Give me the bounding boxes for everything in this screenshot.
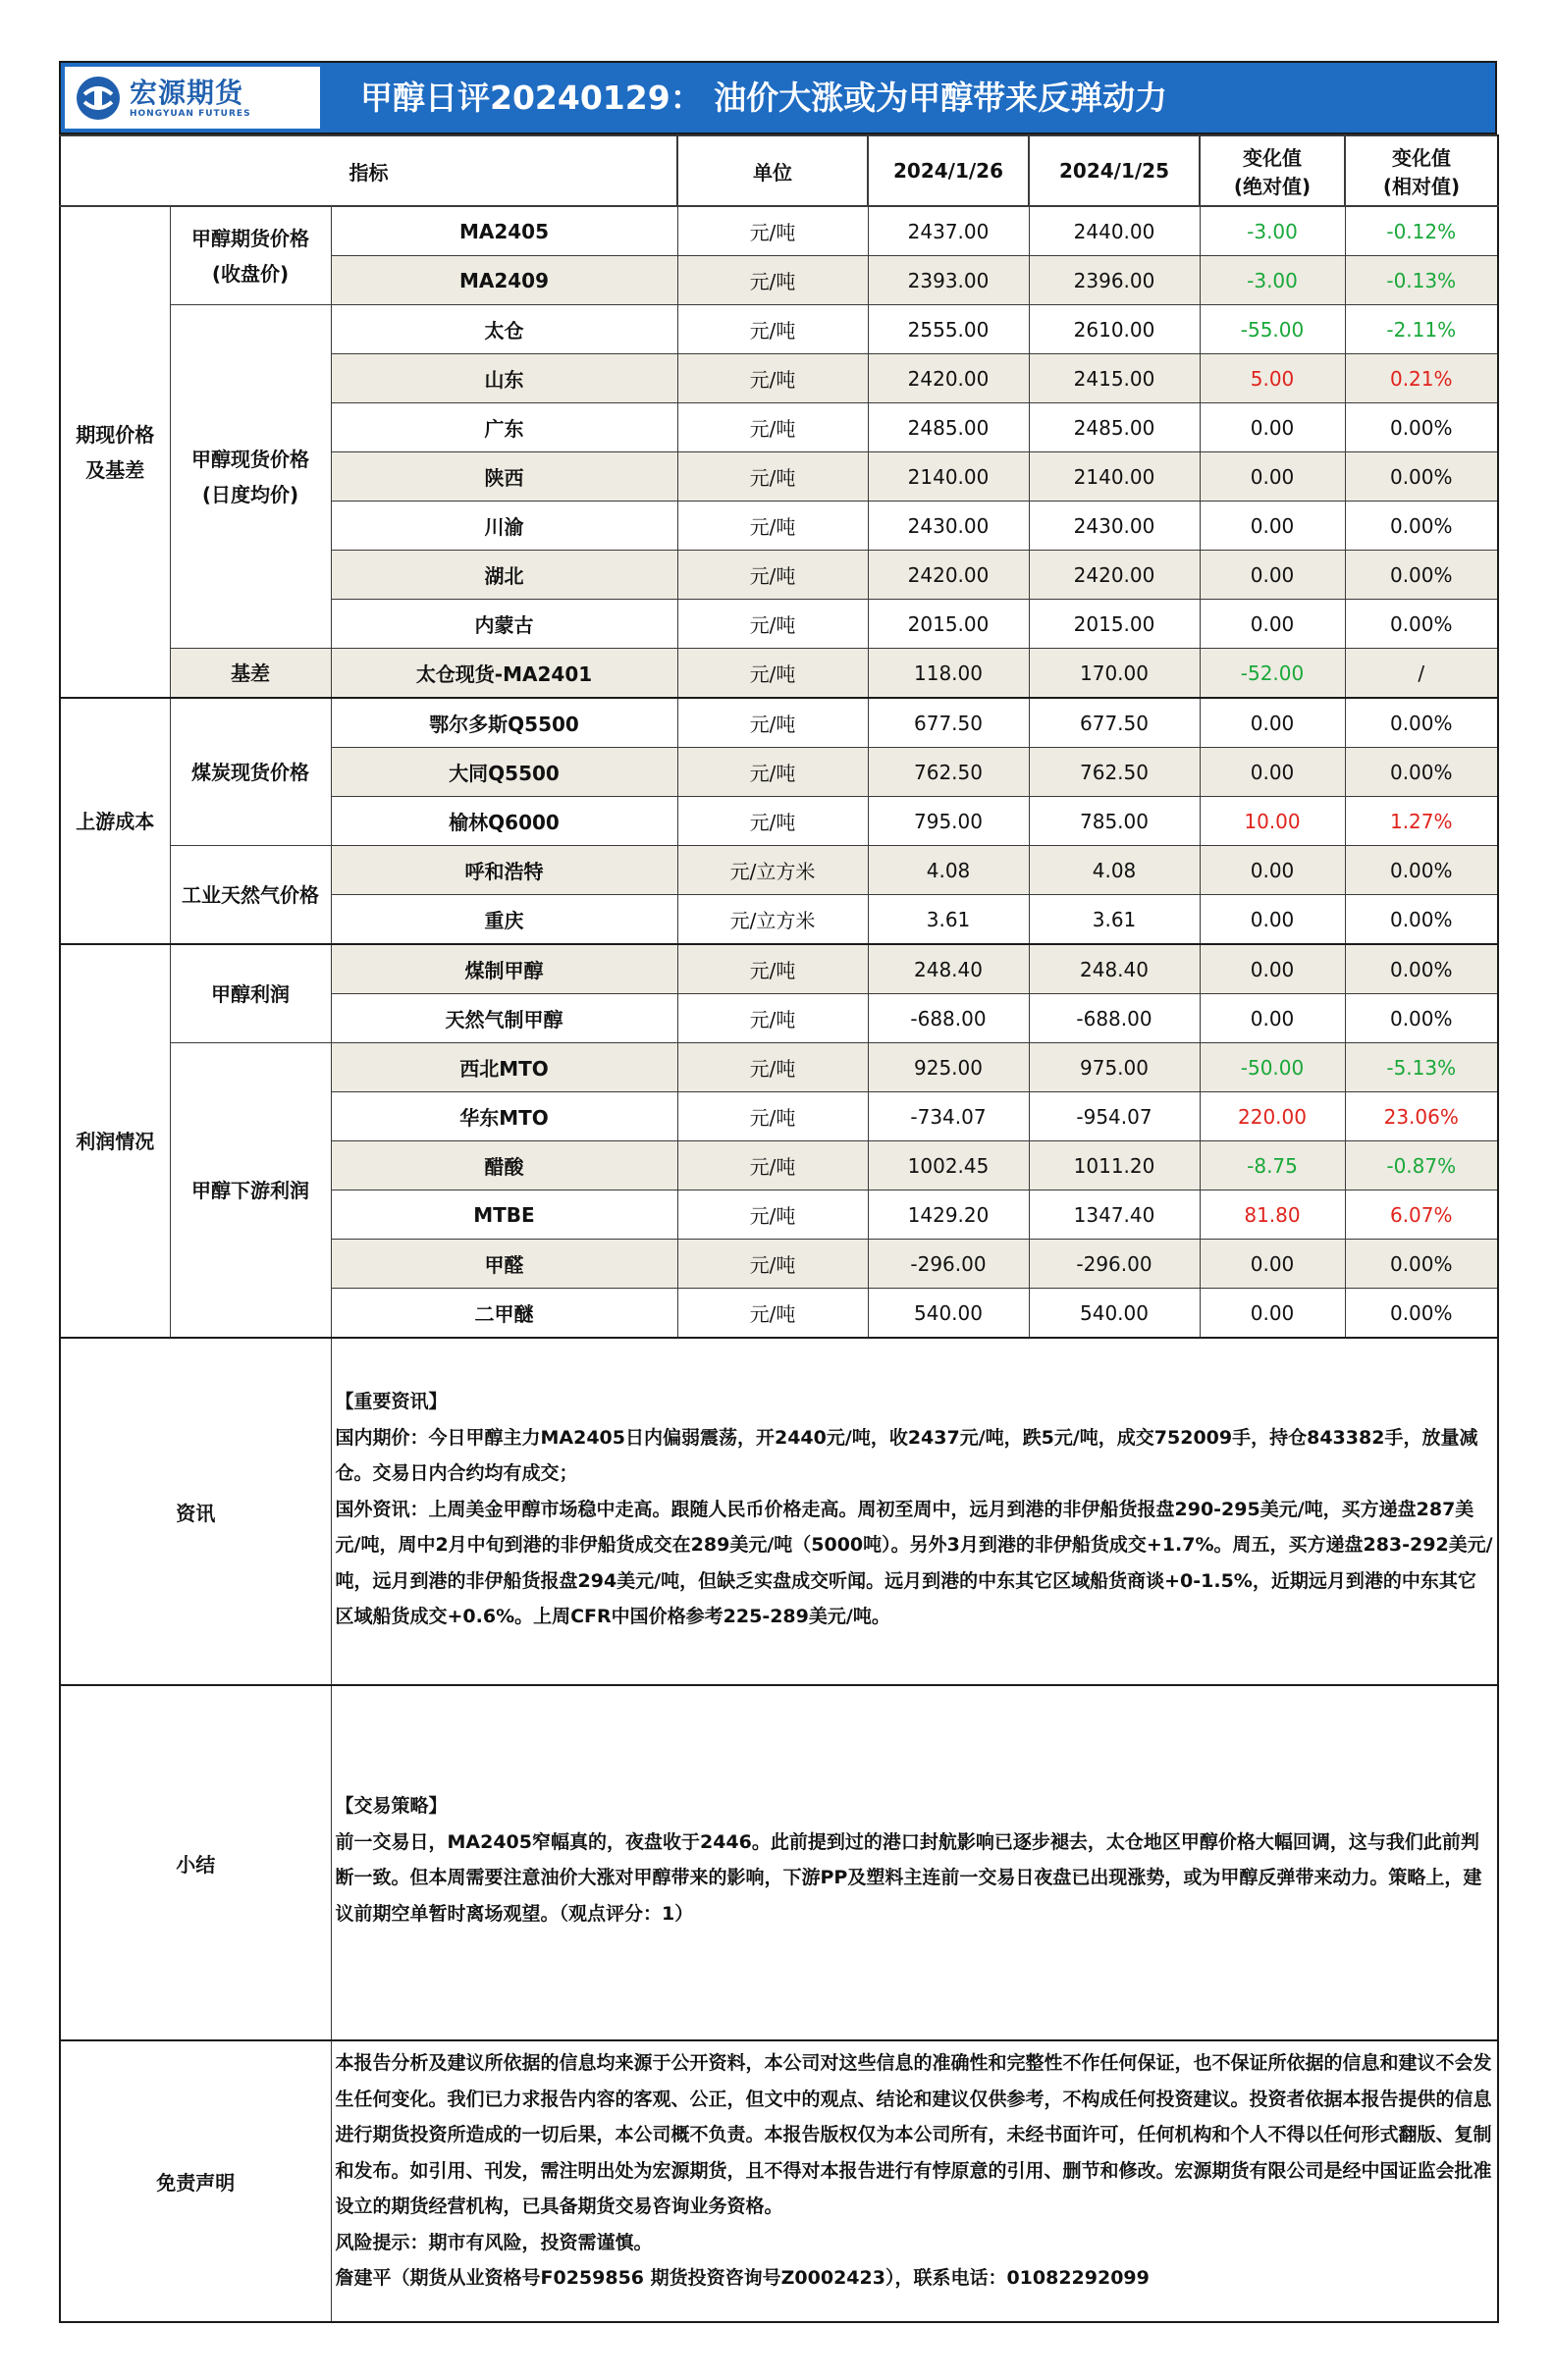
row-value-2: -954.07 xyxy=(1029,1092,1200,1141)
news-content xyxy=(331,1338,1498,1685)
col-indicator: 指标 xyxy=(60,135,677,206)
row-value-1: 2437.00 xyxy=(868,206,1029,256)
row-abs-change: 0.00 xyxy=(1200,600,1345,649)
row-value-1: 795.00 xyxy=(868,797,1029,846)
col-unit: 单位 xyxy=(677,135,868,206)
row-rel-change: 0.00% xyxy=(1345,600,1498,649)
subgroup-futures-price: 甲醇期货价格 (收盘价) xyxy=(170,206,331,305)
row-unit: 元/吨 xyxy=(677,1240,868,1289)
row-name: 广东 xyxy=(331,403,677,452)
row-value-2: 1347.40 xyxy=(1029,1190,1200,1240)
row-value-1: 762.50 xyxy=(868,748,1029,797)
row-value-2: 2420.00 xyxy=(1029,551,1200,600)
row-unit: 元/吨 xyxy=(677,1141,868,1190)
row-value-1: 2015.00 xyxy=(868,600,1029,649)
row-abs-change: 0.00 xyxy=(1200,944,1345,994)
row-value-1: 925.00 xyxy=(868,1043,1029,1092)
row-abs-change: 0.00 xyxy=(1200,748,1345,797)
row-rel-change: 0.21% xyxy=(1345,354,1498,403)
table-row xyxy=(60,649,1498,699)
summary-section xyxy=(60,1685,1498,2040)
col-abs-change: 变化值 (绝对值) xyxy=(1200,135,1345,206)
news-domestic: 国内期价：今日甲醇主力MA2405日内偏弱震荡，开2440元/吨，收2437元/吨，跌5元/吨，成交752009手，持仓843382手，放量减仓。交易日内合约均有成交； xyxy=(335,1426,1478,1484)
col-date1: 2024/1/26 xyxy=(868,135,1029,206)
row-unit: 元/立方米 xyxy=(677,895,868,945)
summary-heading: 【交易策略】 xyxy=(335,1795,448,1817)
row-abs-change: -8.75 xyxy=(1200,1141,1345,1190)
row-abs-change: 10.00 xyxy=(1200,797,1345,846)
row-abs-change: 0.00 xyxy=(1200,698,1345,748)
row-rel-change: -0.87% xyxy=(1345,1141,1498,1190)
row-value-2: 2140.00 xyxy=(1029,452,1200,502)
row-value-1: -296.00 xyxy=(868,1240,1029,1289)
row-unit: 元/立方米 xyxy=(677,846,868,895)
table-row xyxy=(60,698,1498,748)
table-row xyxy=(60,305,1498,354)
row-value-2: 2485.00 xyxy=(1029,403,1200,452)
row-unit: 元/吨 xyxy=(677,649,868,699)
col-date2: 2024/1/25 xyxy=(1029,135,1200,206)
row-value-2: 2430.00 xyxy=(1029,502,1200,551)
row-unit: 元/吨 xyxy=(677,305,868,354)
row-unit: 元/吨 xyxy=(677,698,868,748)
row-abs-change: -3.00 xyxy=(1200,256,1345,305)
row-unit: 元/吨 xyxy=(677,1190,868,1240)
row-unit: 元/吨 xyxy=(677,502,868,551)
row-unit: 元/吨 xyxy=(677,403,868,452)
logo-text-cn: 宏源期货 xyxy=(130,76,244,109)
news-label: 资讯 xyxy=(60,1338,331,1685)
row-unit: 元/吨 xyxy=(677,1092,868,1141)
row-value-1: 1429.20 xyxy=(868,1190,1029,1240)
row-abs-change: 0.00 xyxy=(1200,1240,1345,1289)
row-unit: 元/吨 xyxy=(677,551,868,600)
row-value-2: 2015.00 xyxy=(1029,600,1200,649)
company-logo xyxy=(65,67,320,129)
row-value-2: 785.00 xyxy=(1029,797,1200,846)
row-value-2: 248.40 xyxy=(1029,944,1200,994)
row-value-1: 1002.45 xyxy=(868,1141,1029,1190)
row-name: 醋酸 xyxy=(331,1141,677,1190)
row-name: MTBE xyxy=(331,1190,677,1240)
row-unit: 元/吨 xyxy=(677,797,868,846)
row-unit: 元/吨 xyxy=(677,452,868,502)
row-name: 呼和浩特 xyxy=(331,846,677,895)
row-name: 陕西 xyxy=(331,452,677,502)
row-abs-change: -52.00 xyxy=(1200,649,1345,699)
row-abs-change: 0.00 xyxy=(1200,452,1345,502)
row-name: 天然气制甲醇 xyxy=(331,994,677,1043)
report-frame xyxy=(59,61,1497,2323)
table-row xyxy=(60,846,1498,895)
row-rel-change: 0.00% xyxy=(1345,551,1498,600)
summary-text: 前一交易日，MA2405窄幅真的，夜盘收于2446。此前提到过的港口封航影响已逐步褪去，太仓地区甲醇价格大幅回调，这与我们此前判断一致。但本周需要注意油价大涨对甲醇带来的影响，下游PP及塑料主连前一交易日夜盘已出现涨势，或为甲醇反弹带来动力。策略上，建议前期空单暂时离场观望。（观点评分：1） xyxy=(335,1830,1482,1925)
row-name: 山东 xyxy=(331,354,677,403)
row-unit: 元/吨 xyxy=(677,1043,868,1092)
table-row xyxy=(60,944,1498,994)
row-value-1: 540.00 xyxy=(868,1289,1029,1339)
row-abs-change: 81.80 xyxy=(1200,1190,1345,1240)
row-value-1: 677.50 xyxy=(868,698,1029,748)
row-abs-change: -3.00 xyxy=(1200,206,1345,256)
disclaimer-text: 本报告分析及建议所依据的信息均来源于公开资料，本公司对这些信息的准确性和完整性不作任何保证，也不保证所依据的信息和建议不会发生任何变化。我们已力求报告内容的客观、公正，但文中的观点、结论和建议仅供参考，不构成任何投资建议。投资者依据本报告提供的信息进行期货投资所造成的一切后果，本公司概不负责。本报告版权仅为本公司所有，未经书面许可，任何机构和个人不得以任何形式翻版、复制和发布。如引用、刊发，需注明出处为宏源期货，且不得对本报告进行有悖原意的引用、删节和修改。宏源期货有限公司是经中国证监会批准设立的期货经营机构，已具备期货交易咨询业务资格。 xyxy=(335,2052,1492,2217)
row-rel-change: 1.27% xyxy=(1345,797,1498,846)
group-label-futures-spot: 期现价格 及基差 xyxy=(60,206,170,698)
row-value-2: 170.00 xyxy=(1029,649,1200,699)
row-abs-change: 0.00 xyxy=(1200,895,1345,945)
row-name: 西北MTO xyxy=(331,1043,677,1092)
row-abs-change: 0.00 xyxy=(1200,502,1345,551)
row-rel-change: / xyxy=(1345,649,1498,699)
row-value-2: 2440.00 xyxy=(1029,206,1200,256)
row-value-1: 2555.00 xyxy=(868,305,1029,354)
row-rel-change: -2.11% xyxy=(1345,305,1498,354)
subgroup-gas-price: 工业天然气价格 xyxy=(170,846,331,945)
row-rel-change: 0.00% xyxy=(1345,846,1498,895)
row-value-1: 2420.00 xyxy=(868,551,1029,600)
row-name: 榆林Q6000 xyxy=(331,797,677,846)
news-section xyxy=(60,1338,1498,1685)
row-value-1: 248.40 xyxy=(868,944,1029,994)
row-value-2: 2415.00 xyxy=(1029,354,1200,403)
row-value-1: 2430.00 xyxy=(868,502,1029,551)
row-value-1: -734.07 xyxy=(868,1092,1029,1141)
row-rel-change: 23.06% xyxy=(1345,1092,1498,1141)
row-rel-change: 0.00% xyxy=(1345,403,1498,452)
row-value-1: 2140.00 xyxy=(868,452,1029,502)
row-rel-change: 6.07% xyxy=(1345,1190,1498,1240)
row-value-2: 540.00 xyxy=(1029,1289,1200,1339)
row-rel-change: -5.13% xyxy=(1345,1043,1498,1092)
row-name: 湖北 xyxy=(331,551,677,600)
row-name: 甲醛 xyxy=(331,1240,677,1289)
row-value-2: -688.00 xyxy=(1029,994,1200,1043)
row-name: MA2405 xyxy=(331,206,677,256)
table-row xyxy=(60,206,1498,256)
row-value-2: 3.61 xyxy=(1029,895,1200,945)
row-value-2: 677.50 xyxy=(1029,698,1200,748)
row-value-1: -688.00 xyxy=(868,994,1029,1043)
row-name: 华东MTO xyxy=(331,1092,677,1141)
row-rel-change: 0.00% xyxy=(1345,452,1498,502)
disclaimer-label: 免责声明 xyxy=(60,2040,331,2322)
row-value-1: 2420.00 xyxy=(868,354,1029,403)
row-rel-change: 0.00% xyxy=(1345,994,1498,1043)
row-unit: 元/吨 xyxy=(677,600,868,649)
row-rel-change: 0.00% xyxy=(1345,944,1498,994)
row-value-2: 975.00 xyxy=(1029,1043,1200,1092)
row-unit: 元/吨 xyxy=(677,354,868,403)
row-value-2: 762.50 xyxy=(1029,748,1200,797)
row-rel-change: -0.12% xyxy=(1345,206,1498,256)
row-unit: 元/吨 xyxy=(677,944,868,994)
row-abs-change: -55.00 xyxy=(1200,305,1345,354)
row-rel-change: -0.13% xyxy=(1345,256,1498,305)
row-rel-change: 0.00% xyxy=(1345,698,1498,748)
hongyuan-logo-icon xyxy=(75,75,122,122)
disclaimer-content xyxy=(331,2040,1498,2322)
news-heading: 【重要资讯】 xyxy=(335,1391,448,1412)
row-value-2: 4.08 xyxy=(1029,846,1200,895)
row-unit: 元/吨 xyxy=(677,748,868,797)
row-abs-change: 0.00 xyxy=(1200,846,1345,895)
col-rel-change: 变化值 (相对值) xyxy=(1345,135,1498,206)
row-name: 太仓现货-MA2401 xyxy=(331,649,677,699)
row-name: 太仓 xyxy=(331,305,677,354)
row-unit: 元/吨 xyxy=(677,206,868,256)
row-value-2: 2396.00 xyxy=(1029,256,1200,305)
row-rel-change: 0.00% xyxy=(1345,895,1498,945)
table-row xyxy=(60,1043,1498,1092)
row-rel-change: 0.00% xyxy=(1345,502,1498,551)
disclaimer-section xyxy=(60,2040,1498,2322)
summary-content xyxy=(331,1685,1498,2040)
row-name: 鄂尔多斯Q5500 xyxy=(331,698,677,748)
indicator-table xyxy=(59,134,1499,2323)
row-value-1: 3.61 xyxy=(868,895,1029,945)
row-abs-change: 0.00 xyxy=(1200,551,1345,600)
row-value-2: 1011.20 xyxy=(1029,1141,1200,1190)
subgroup-spot-price: 甲醇现货价格 (日度均价) xyxy=(170,305,331,649)
row-abs-change: 5.00 xyxy=(1200,354,1345,403)
row-value-1: 4.08 xyxy=(868,846,1029,895)
row-value-2: -296.00 xyxy=(1029,1240,1200,1289)
row-name: 重庆 xyxy=(331,895,677,945)
row-value-1: 2393.00 xyxy=(868,256,1029,305)
row-name: 川渝 xyxy=(331,502,677,551)
row-abs-change: 220.00 xyxy=(1200,1092,1345,1141)
row-abs-change: -50.00 xyxy=(1200,1043,1345,1092)
subgroup-basis: 基差 xyxy=(170,649,331,699)
row-rel-change: 0.00% xyxy=(1345,1240,1498,1289)
row-unit: 元/吨 xyxy=(677,256,868,305)
row-name: 大同Q5500 xyxy=(331,748,677,797)
row-unit: 元/吨 xyxy=(677,1289,868,1339)
row-rel-change: 0.00% xyxy=(1345,748,1498,797)
subgroup-coal-price: 煤炭现货价格 xyxy=(170,698,331,846)
row-abs-change: 0.00 xyxy=(1200,403,1345,452)
risk-warning: 风险提示：期市有风险，投资需谨慎。 xyxy=(335,2231,653,2253)
group-label-upstream: 上游成本 xyxy=(60,698,170,944)
logo-text-en: HONGYUAN FUTURES xyxy=(130,108,251,119)
report-header xyxy=(59,61,1497,134)
group-label-profit: 利润情况 xyxy=(60,944,170,1338)
summary-label: 小结 xyxy=(60,1685,331,2040)
row-name: 内蒙古 xyxy=(331,600,677,649)
author-contact: 詹建平（期货从业资格号F0259856 期货投资咨询号Z0002423），联系电话：01082292099 xyxy=(335,2267,1150,2289)
subgroup-downstream-profit: 甲醇下游利润 xyxy=(170,1043,331,1339)
row-rel-change: 0.00% xyxy=(1345,1289,1498,1339)
row-abs-change: 0.00 xyxy=(1200,1289,1345,1339)
table-header-row xyxy=(60,135,1498,206)
row-value-1: 2485.00 xyxy=(868,403,1029,452)
row-name: 二甲醚 xyxy=(331,1289,677,1339)
row-value-1: 118.00 xyxy=(868,649,1029,699)
row-unit: 元/吨 xyxy=(677,994,868,1043)
report-title: 甲醇日评20240129： 油价大涨或为甲醇带来反弹动力 xyxy=(360,79,1168,117)
row-abs-change: 0.00 xyxy=(1200,994,1345,1043)
row-name: 煤制甲醇 xyxy=(331,944,677,994)
row-value-2: 2610.00 xyxy=(1029,305,1200,354)
row-name: MA2409 xyxy=(331,256,677,305)
subgroup-methanol-profit: 甲醇利润 xyxy=(170,944,331,1043)
news-international: 国外资讯：上周美金甲醇市场稳中走高。跟随人民币价格走高。周初至周中，远月到港的非伊船货报盘290-295美元/吨，买方递盘287美元/吨，周中2月中旬到港的非伊船货成交在289美元/吨（5000吨）。另外3月到港的非伊船货成交+1.7%。周五，买方递盘283-292美元/吨，远月到港的非伊船货报盘294美元/吨，但缺乏实盘成交听闻。远月到港的中东其它区域船货商谈+0-1.5%，近期远月到港的中东其它区域船货成交+0.6%。上周CFR中国价格参考225-289美元/吨。 xyxy=(335,1498,1493,1627)
